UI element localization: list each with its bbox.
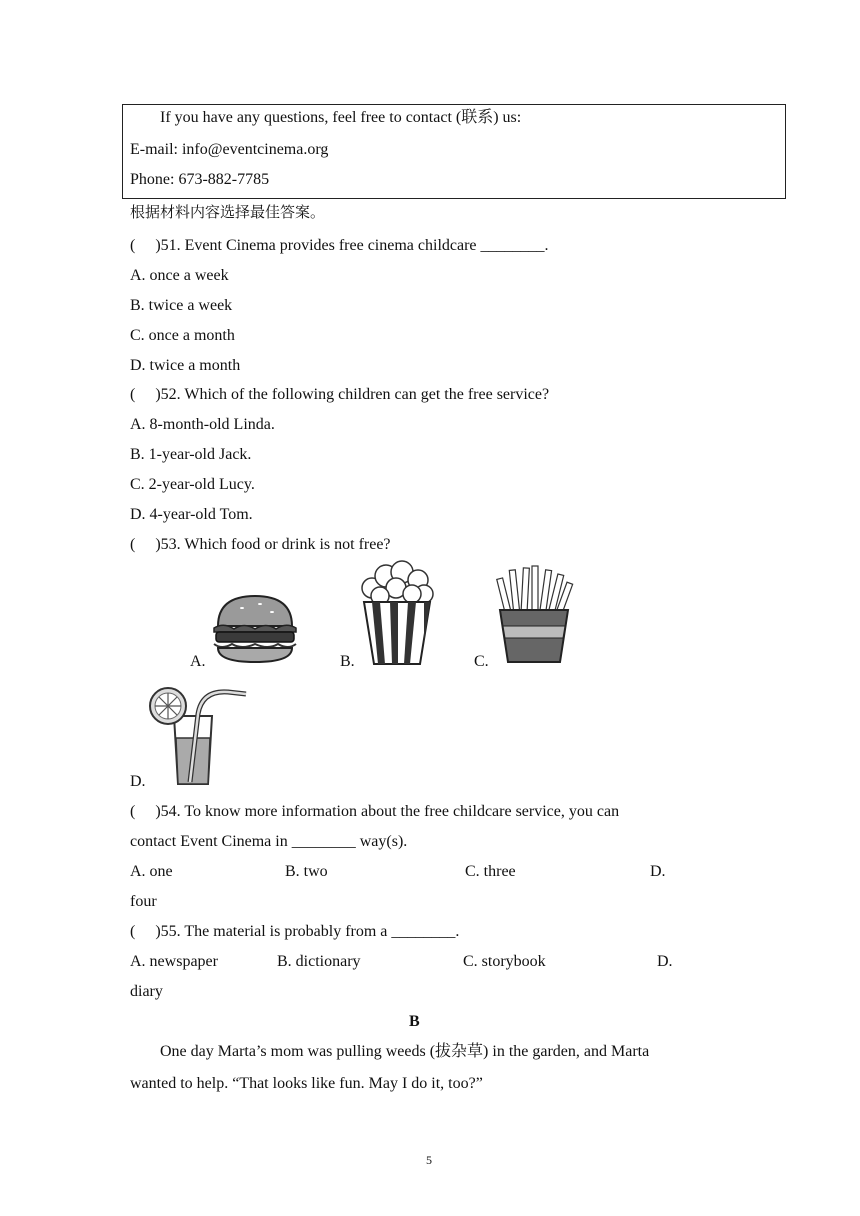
q52-option-d: D. 4-year-old Tom. [130, 506, 253, 523]
q54-stem-line1: ( )54. To know more information about the free childcare service, you can [130, 803, 620, 820]
q54-option-b: B. two [285, 863, 328, 880]
q53-stem: ( )53. Which food or drink is not free? [130, 536, 391, 553]
section-b-para-line2: wanted to help. “That looks like fun. May I do it, too?” [130, 1075, 483, 1092]
q52-option-c: C. 2-year-old Lucy. [130, 476, 255, 493]
contact-email: E-mail: info@eventcinema.org [130, 141, 329, 158]
fries-image [492, 566, 576, 664]
instruction: 根据材料内容选择最佳答案。 [130, 203, 326, 221]
contact-intro: If you have any questions, feel free to contact (联系) us: [160, 109, 522, 126]
section-b-heading: B [409, 1013, 420, 1030]
page-number: 5 [426, 1153, 432, 1167]
q53-option-c: C. [474, 653, 489, 670]
q55-option-a: A. newspaper [130, 953, 218, 970]
q52-option-b: B. 1-year-old Jack. [130, 446, 252, 463]
q53-option-a: A. [190, 653, 206, 670]
q55-stem: ( )55. The material is probably from a ________. [130, 923, 460, 940]
q51-option-a: A. once a week [130, 267, 229, 284]
q55-option-b: B. dictionary [277, 953, 361, 970]
contact-phone: Phone: 673-882-7785 [130, 171, 270, 188]
q51-stem: ( )51. Event Cinema provides free cinema childcare ________. [130, 237, 549, 254]
q51-option-b: B. twice a week [130, 297, 233, 314]
q51-option-d: D. twice a month [130, 357, 241, 374]
q51-option-c: C. once a month [130, 327, 235, 344]
q54-stem-line2: contact Event Cinema in ________ way(s). [130, 833, 408, 850]
section-b-para-line1: One day Marta’s mom was pulling weeds (拔杂草) in the garden, and Marta [160, 1043, 650, 1060]
q55-option-c: C. storybook [463, 953, 546, 970]
popcorn-image [358, 562, 436, 666]
hamburger-image [212, 592, 298, 664]
q54-option-c: C. three [465, 863, 516, 880]
drink-image [148, 684, 250, 788]
q53-option-d: D. [130, 773, 146, 790]
q52-stem: ( )52. Which of the following children can get the free service? [130, 386, 550, 403]
q52-option-a: A. 8-month-old Linda. [130, 416, 275, 433]
q55-option-d: D. [657, 953, 673, 970]
q54-option-d-cont: four [130, 893, 157, 910]
q53-option-b: B. [340, 653, 355, 670]
q54-option-d: D. [650, 863, 666, 880]
q55-option-d-cont: diary [130, 983, 163, 1000]
q54-option-a: A. one [130, 863, 173, 880]
